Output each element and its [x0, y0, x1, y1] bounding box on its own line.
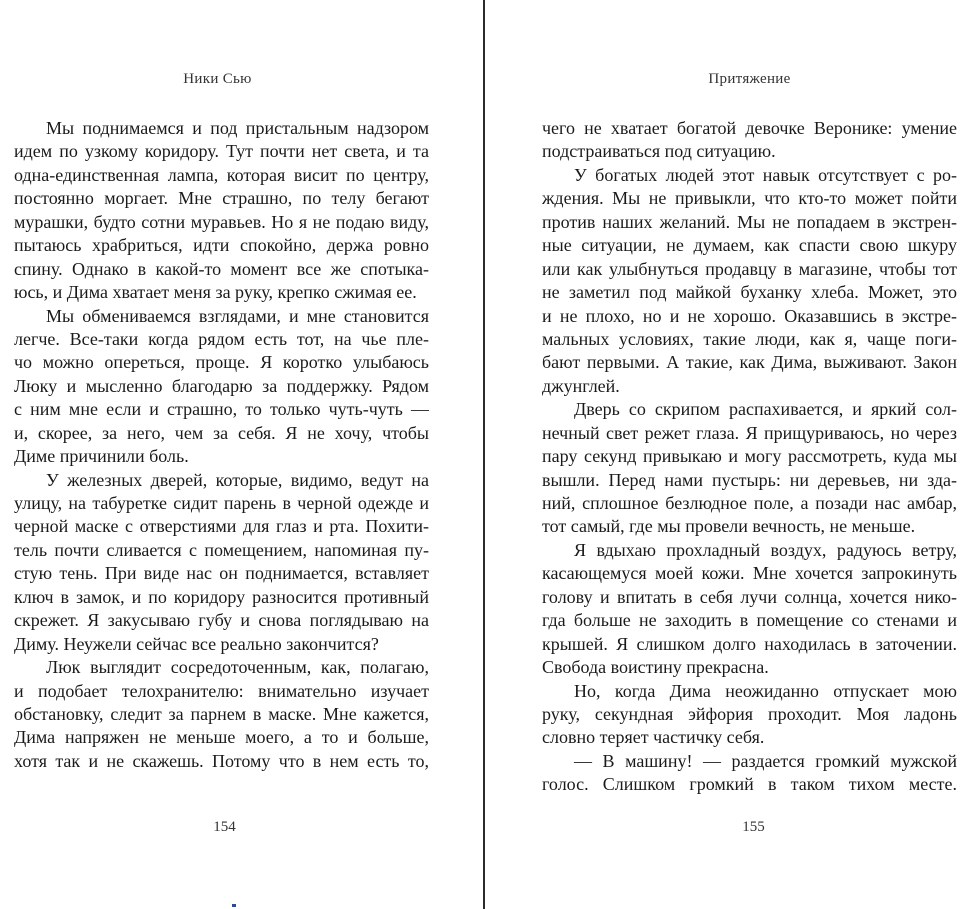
- text-line: руку, секундная эйфория проходит. Моя ладонь: [542, 703, 957, 724]
- text-line: хотя так и не скажешь. Потому что в нем есть то,: [14, 750, 429, 771]
- text-line: бают первыми. А такие, как Дима, выживают. Закон: [542, 352, 957, 373]
- scan-speck: [232, 904, 236, 907]
- text-line: мальных условиях, такие люди, как я, чаще поги-: [542, 328, 957, 349]
- text-line: Я вдыхаю прохладный воздух, радуюсь ветру,: [574, 539, 957, 560]
- text-line: спину. Однако в какой-то момент все же спотыка-: [14, 258, 429, 279]
- text-line: юсь, и Дима хватает меня за руку, крепко сжимая ее.: [14, 282, 417, 303]
- text-line: Мы обмениваемся взглядами, и мне становится: [46, 305, 429, 326]
- text-line: Диме причинили боль.: [14, 446, 189, 467]
- text-line: чего не хватает богатой девочке Веронике: умение: [542, 118, 957, 138]
- text-line: ний, сплошное безлюдное поле, а позади нас амбар,: [542, 493, 957, 513]
- text-line: словно теряет частичку себя.: [542, 727, 765, 748]
- gutter-divider: [483, 0, 485, 909]
- text-line: гда больше не заходить в помещение со стенами и: [542, 610, 957, 631]
- text-line: Диму. Неужели сейчас все реально закончится?: [14, 633, 379, 654]
- text-line: Люк выглядит сосредоточенным, как, полагаю,: [46, 657, 429, 678]
- text-line: против наших желаний. Мы не попадаем в экстрен-: [542, 211, 957, 232]
- text-line: и подобает телохранителю: внимательно изучает: [14, 680, 429, 701]
- text-line: голос. Слишком громкий в таком тихом месте.: [542, 774, 957, 795]
- text-line: легче. Все-таки когда рядом есть тот, на чье пле-: [14, 328, 429, 349]
- text-line: касающемуся моей кожи. Мне хочется запрокинуть: [542, 563, 957, 584]
- text-line: с ним мне если и страшно, то только чуть-чуть —: [14, 399, 429, 420]
- left-page: [14, 0, 429, 909]
- text-line: ные ситуации, не думаем, как спасти свою шкуру: [542, 235, 957, 256]
- text-line: улицу, на табуретке сидит парень в черной одежде и: [14, 493, 429, 513]
- text-line: или как улыбнуться продавцу в магазине, чтобы тот: [542, 258, 957, 279]
- text-line: Мы поднимаемся и под пристальным надзором: [46, 118, 429, 138]
- text-line: крышей. Я слишком долго находилась в заточении.: [542, 633, 957, 654]
- text-line: У железных дверей, которые, видимо, ведут на: [46, 469, 429, 490]
- text-line: не заметил под майкой буханку хлеба. Может, это: [542, 282, 957, 303]
- text-line: Люку и мысленно благодарю за поддержку. Рядом: [14, 375, 429, 396]
- text-line: — В машину! — раздается громкий мужской: [574, 750, 957, 771]
- text-line: и не плохо, но и не хорошо. Оказавшись в экстре-: [542, 305, 957, 326]
- text-line: мурашки, будто сотни муравьев. Но я не подаю виду,: [14, 211, 429, 232]
- text-line: постоянно моргает. Мне страшно, по телу бегают: [14, 188, 429, 209]
- right-page-text: [542, 117, 957, 797]
- left-page-text: [14, 117, 429, 773]
- text-line: Свобода воистину прекрасна.: [542, 657, 769, 678]
- text-line: скрежет. Я закусываю губу и снова поглядываю на: [14, 610, 429, 631]
- text-line: подстраиваться под ситуацию.: [542, 141, 776, 162]
- page-number-right: 155: [742, 819, 765, 835]
- text-line: Но, когда Дима неожиданно отпускает мою: [574, 680, 957, 701]
- text-line: стую тень. При виде нас он поднимается, вставляет: [14, 563, 429, 584]
- text-line: Дверь со скрипом распахивается, и яркий сол-: [574, 399, 957, 420]
- page-number-left: 154: [213, 819, 236, 835]
- text-line: одна-единственная лампа, которая висит по центру,: [14, 164, 429, 185]
- text-line: и, скорее, за него, чем за себя. Я не хочу, чтобы: [14, 422, 429, 443]
- text-line: обстановку, следит за парнем в маске. Мне кажется,: [14, 703, 429, 724]
- text-line: тель почти сливается с помещением, напоминая пу-: [14, 539, 429, 560]
- text-line: ключ в замок, и по коридору разносится противный: [14, 586, 429, 607]
- running-head-title: Притяжение: [708, 71, 791, 87]
- text-line: пытаюсь храбриться, идти спокойно, держа ровно: [14, 235, 429, 256]
- text-line: чо можно опереться, проще. Я коротко улыбаюсь: [14, 352, 429, 373]
- text-line: У богатых людей этот навык отсутствует с ро-: [574, 164, 957, 185]
- text-line: нечный свет режет глаза. Я прищуриваюсь, но через: [542, 422, 957, 443]
- right-page: [542, 0, 957, 909]
- text-line: пару секунд привыкаю и могу рассмотреть, куда мы: [542, 446, 957, 467]
- text-line: Дима напряжен не меньше моего, а то и больше,: [14, 727, 429, 748]
- running-head-author: Ники Сью: [183, 71, 252, 87]
- text-line: голову и впитать в себя лучи солнца, хочется нико-: [542, 586, 957, 607]
- text-line: вышли. Перед нами пустырь: ни деревьев, ни зда-: [542, 469, 957, 490]
- text-line: тот самый, где мы провели вечность, не меньше.: [542, 516, 916, 537]
- text-line: черной маске с отверстиями для глаз и рта. Похити-: [14, 516, 429, 537]
- text-line: ждения. Мы не привыкли, что кто-то может пойти: [542, 188, 957, 209]
- text-line: идем по узкому коридору. Тут почти нет света, и та: [14, 141, 429, 162]
- text-line: джунглей.: [542, 375, 620, 396]
